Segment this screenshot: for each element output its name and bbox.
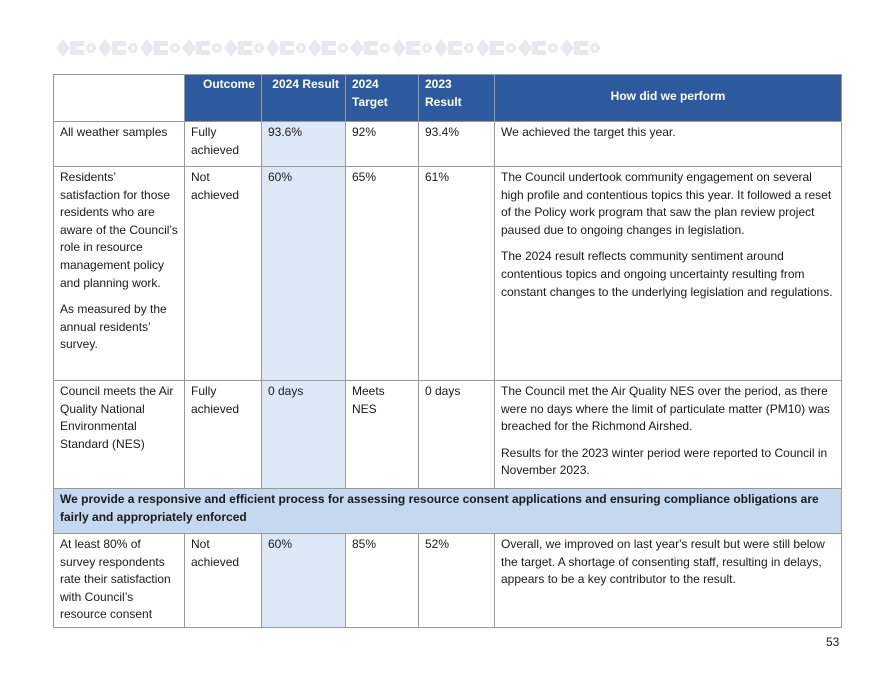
column-header-2023-result: 2023 Result [419, 75, 495, 122]
outcome-cell: Not achieved [185, 534, 262, 628]
performance-text: We achieved the target this year. [501, 125, 676, 139]
section-heading-row [54, 489, 842, 534]
page-number: 53 [826, 635, 840, 649]
outcome-cell: Fully achieved [185, 122, 262, 167]
table-row [54, 167, 842, 381]
performance-text: Overall, we improved on last year's result but were still below the target. A shortage of consenting staff, resulting in delays, appears to be a key contributor to the result. [501, 537, 825, 587]
column-header-2024-target: 2024 Target [346, 75, 419, 122]
measure-cell [54, 167, 185, 381]
target-2024-cell: Meets NES [346, 381, 419, 489]
table-row [54, 122, 842, 167]
result-2024-cell: 0 days [262, 381, 346, 489]
result-2024-cell: 60% [262, 534, 346, 628]
performance-cell [495, 381, 842, 489]
result-2023-cell: 52% [419, 534, 495, 628]
column-header-2024-result: 2024 Result [262, 75, 346, 122]
measure-text: All weather samples [60, 125, 168, 139]
target-2024-cell: 65% [346, 167, 419, 381]
table-row [54, 534, 842, 628]
performance-cell [495, 122, 842, 167]
decorative-pattern-banner [56, 37, 602, 59]
column-header-outcome: Outcome [185, 75, 262, 122]
result-2024-cell: 93.6% [262, 122, 346, 167]
measure-cell [54, 122, 185, 167]
performance-text: The Council met the Air Quality NES over the period, as there were no days where the limit of particulate matter (PM10) was breached for the Richmond Airshed. [501, 384, 830, 434]
result-2023-cell: 0 days [419, 381, 495, 489]
outcome-cell: Not achieved [185, 167, 262, 381]
measure-note: As measured by the annual residents’ survey. [60, 302, 167, 352]
table-header-row [54, 75, 842, 122]
measure-text: Council meets the Air Quality National Environmental Standard (NES) [60, 384, 174, 451]
result-2023-cell: 61% [419, 167, 495, 381]
performance-cell [495, 167, 842, 381]
performance-text: The 2024 result reflects community sentiment around contentious topics and ongoing uncertainty resulting from constant changes to the underlying legislation and regulations. [501, 249, 833, 299]
outcome-cell: Fully achieved [185, 381, 262, 489]
target-2024-cell: 92% [346, 122, 419, 167]
measure-cell [54, 534, 185, 628]
performance-table [53, 74, 842, 628]
result-2023-cell: 93.4% [419, 122, 495, 167]
performance-cell [495, 534, 842, 628]
measure-text: Residents’ satisfaction for those residents who are aware of the Council’s role in resource management policy and planning work. [60, 170, 178, 290]
performance-text: The Council undertook community engagement on several high profile and contentious topics this year. It followed a reset of the Policy work program that saw the plan review project paused due to ongoing changes in legislation. [501, 170, 832, 237]
table-row [54, 381, 842, 489]
column-header-measure [54, 75, 185, 122]
target-2024-cell: 85% [346, 534, 419, 628]
measure-cell [54, 381, 185, 489]
column-header-how-did-we-perform: How did we perform [495, 75, 842, 122]
measure-text: At least 80% of survey respondents rate their satisfaction with Council’s resource consent [60, 537, 171, 622]
section-heading: We provide a responsive and efficient process for assessing resource consent applications and ensuring compliance obligations are fairly and appropriately enforced [54, 489, 842, 534]
performance-text: Results for the 2023 winter period were reported to Council in November 2023. [501, 445, 828, 478]
result-2024-cell: 60% [262, 167, 346, 381]
